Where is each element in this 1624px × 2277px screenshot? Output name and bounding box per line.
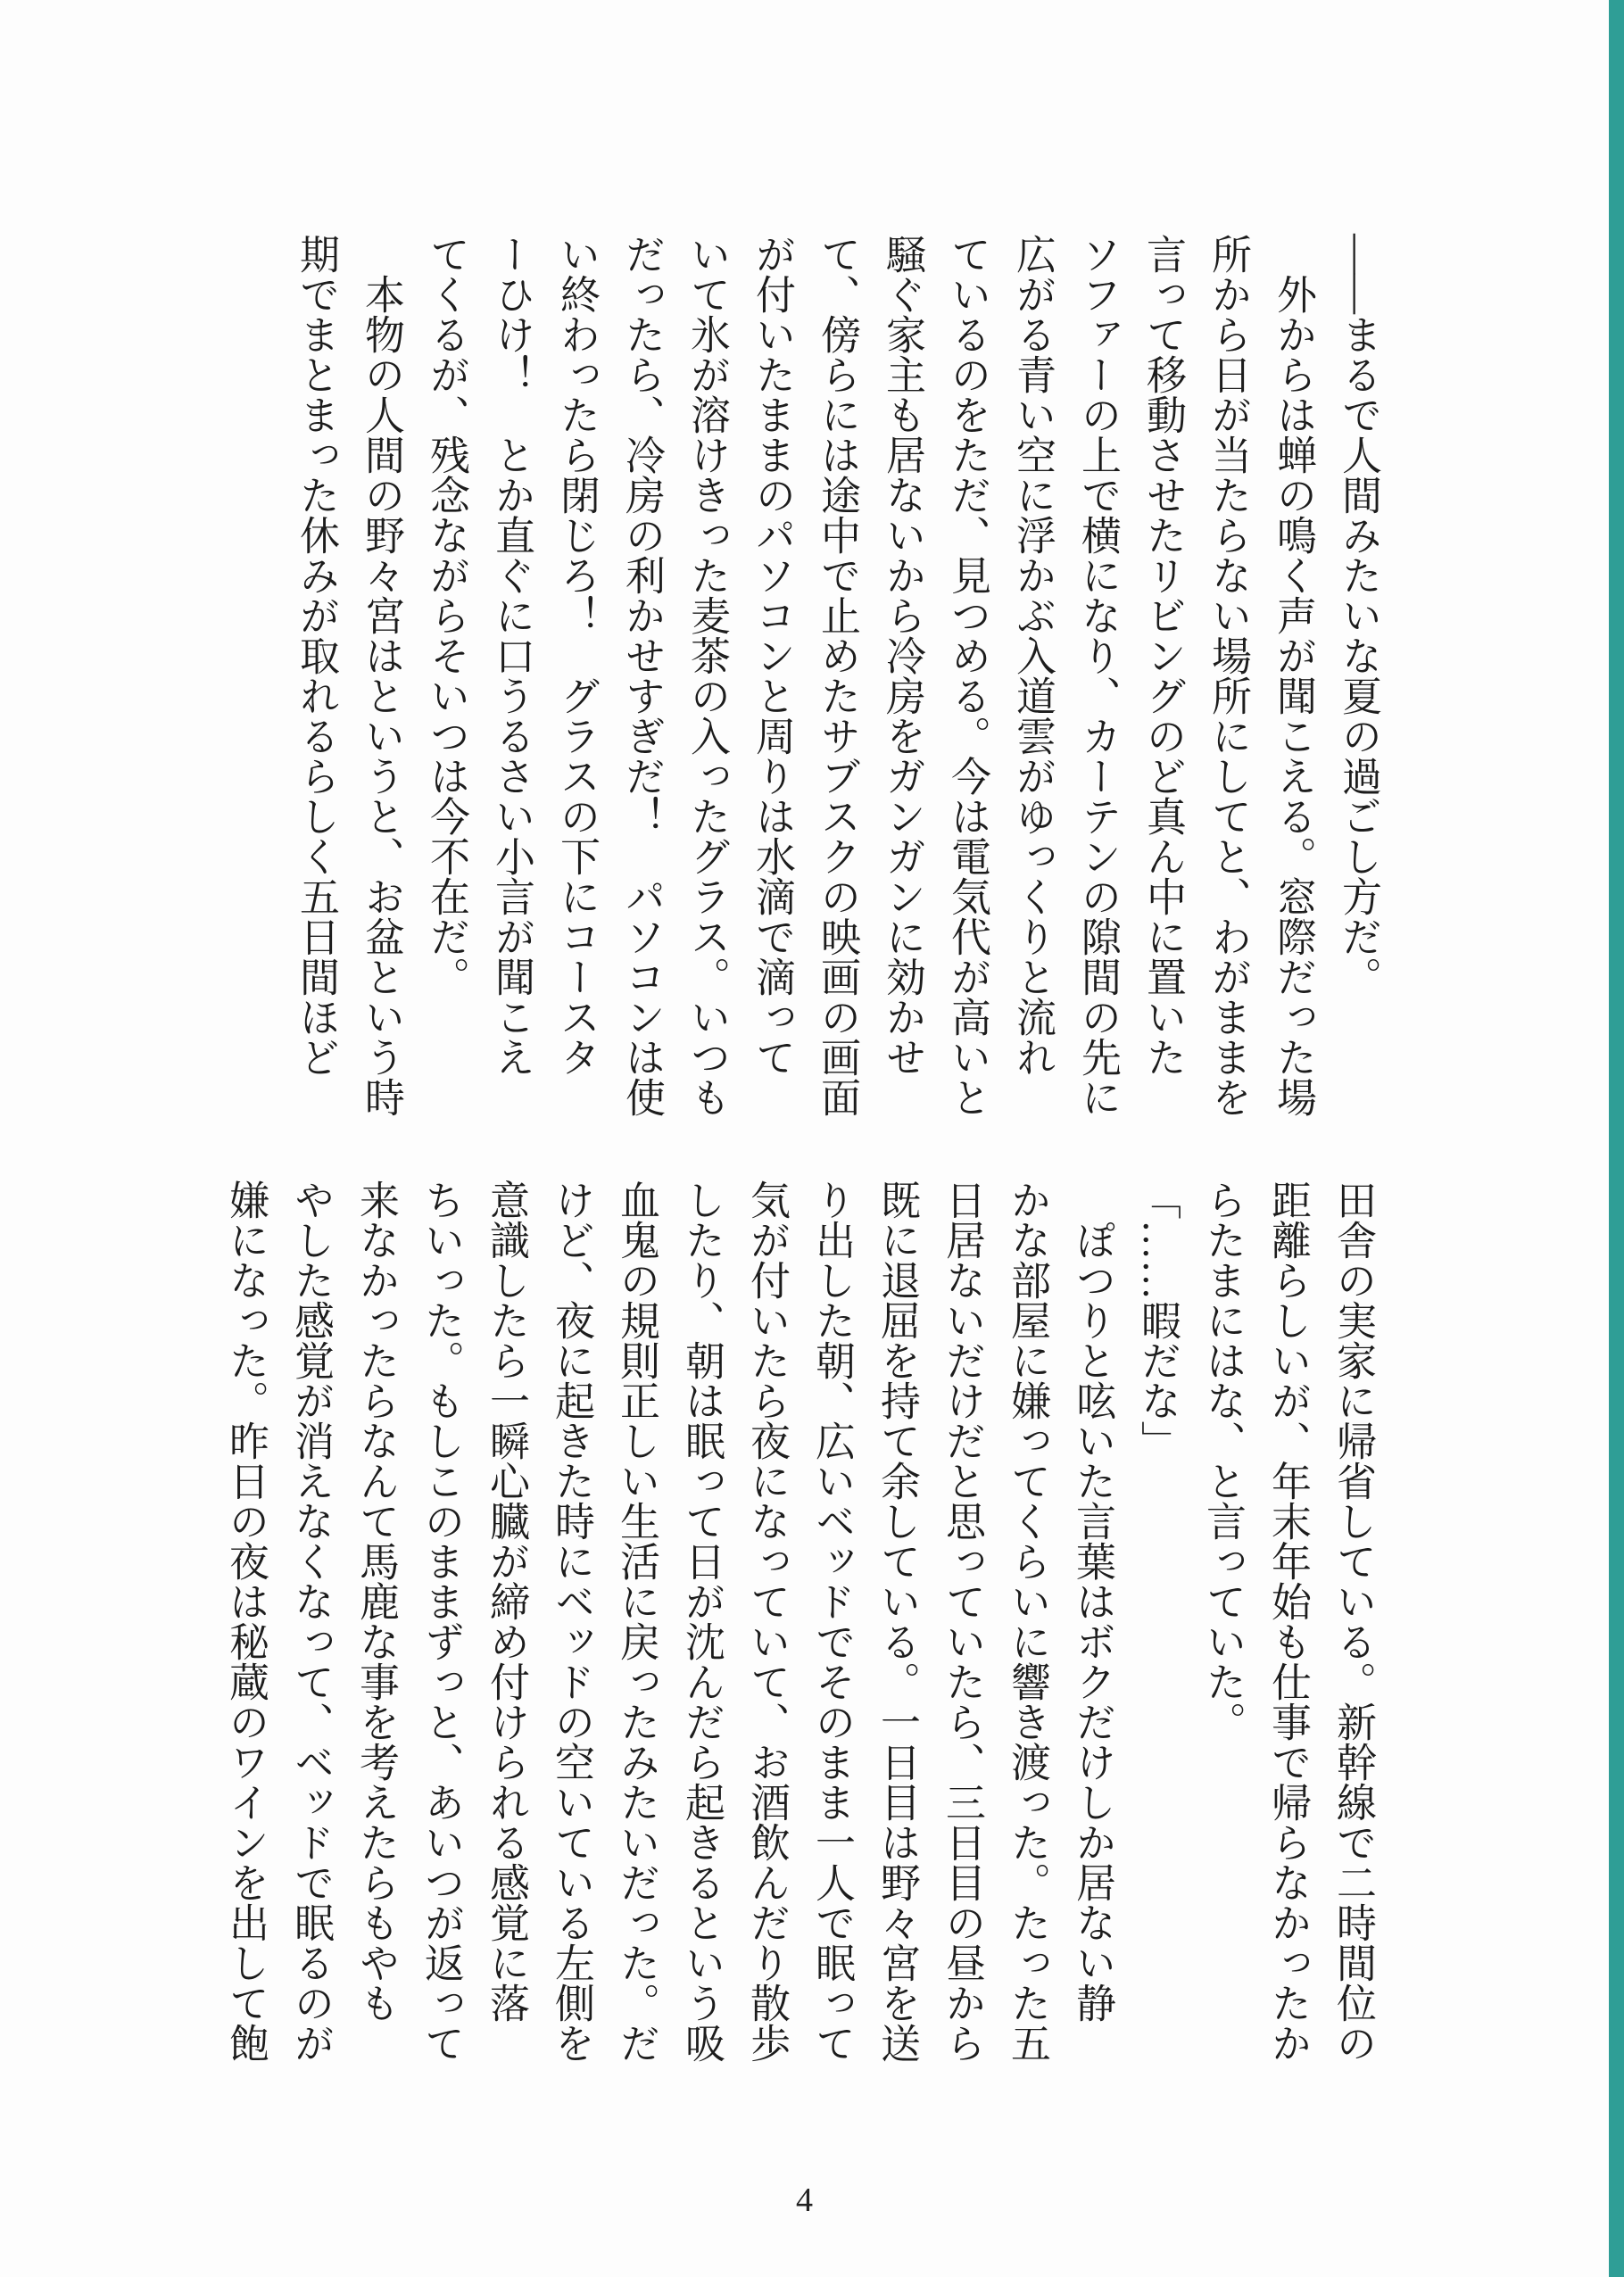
- text-column: てくるが、残念ながらそいつは今不在だ。: [424, 234, 468, 997]
- text-block-bottom: [212, 1180, 1385, 2099]
- text-column: やした感覚が消えなくなって、ベッドで眠るのが: [288, 1180, 333, 2063]
- text-column: ているのをただ、見つめる。今は電気代が高いと: [945, 234, 990, 1117]
- text-column: り出した朝、広いベッドでそのまま一人で眠って: [809, 1180, 854, 2063]
- text-column: 外からは蝉の鳴く声が聞こえる。窓際だった場: [1271, 234, 1315, 1117]
- text-column: けど、夜に起きた時にベッドの空いている左側を: [549, 1180, 593, 2063]
- text-column: が付いたままのパソコンと周りは水滴で滴って: [750, 234, 794, 1077]
- text-column: 気が付いたら夜になっていて、お酒飲んだり散歩: [744, 1180, 789, 2063]
- text-column: したり、朝は眠って日が沈んだら起きるという吸: [679, 1180, 724, 2063]
- text-column: 所から日が当たらない場所にしてと、わがままを: [1206, 234, 1250, 1117]
- page-edge-accent: [1609, 0, 1624, 2277]
- text-column: 本物の人間の野々宮はというと、お盆という時: [359, 234, 403, 1117]
- text-column: 血鬼の規則正しい生活に戻ったみたいだった。だ: [614, 1180, 659, 2063]
- text-column: 意識したら一瞬心臓が締め付けられる感覚に落: [484, 1180, 528, 2023]
- text-column: ちいった。もしこのままずっと、あいつが返って: [418, 1180, 463, 2063]
- text-column: 田舎の実家に帰省している。新幹線で二時間位の: [1330, 1180, 1375, 2063]
- text-column: 嫌になった。昨日の夜は秘蔵のワインを出して飽: [223, 1180, 268, 2063]
- text-column: 既に退屈を持て余している。一日目は野々宮を送: [874, 1180, 919, 2063]
- page-number: 4: [796, 2182, 813, 2219]
- text-column: 騒ぐ家主も居ないから冷房をガンガンに効かせ: [880, 234, 924, 1077]
- text-column: ――まるで人間みたいな夏の過ごし方だ。: [1336, 234, 1380, 997]
- text-column: だったら、冷房の利かせすぎだ！ パソコンは使: [619, 234, 664, 1117]
- text-column: 言って移動させたリビングのど真ん中に置いた: [1140, 234, 1185, 1077]
- text-column: ぽつりと呟いた言葉はボクだけしか居ない静: [1070, 1180, 1114, 2023]
- text-column: 期でまとまった休みが取れるらしく五日間ほど: [294, 234, 338, 1077]
- text-column: いて氷が溶けきった麦茶の入ったグラス。いつも: [684, 234, 729, 1117]
- text-column: い終わったら閉じろ！ グラスの下にコースタ: [554, 234, 599, 1077]
- text-column: 「……暇だな」: [1135, 1180, 1180, 1461]
- text-column: らたまにはな、と言っていた。: [1200, 1180, 1245, 1742]
- text-column: 日居ないだけだと思っていたら、三日目の昼から: [940, 1180, 984, 2063]
- text-column: て、傍らには途中で止めたサブスクの映画の画面: [815, 234, 859, 1117]
- text-column: 来なかったらなんて馬鹿な事を考えたらもやも: [353, 1180, 398, 2023]
- text-column: 広がる青い空に浮かぶ入道雲がゆっくりと流れ: [1010, 234, 1055, 1077]
- text-block-top: [283, 234, 1390, 1153]
- text-column: かな部屋に嫌ってくらいに響き渡った。たった五: [1005, 1180, 1049, 2063]
- text-column: 距離らしいが、年末年始も仕事で帰らなかったか: [1265, 1180, 1310, 2063]
- text-column: ーひけ！ とか直ぐに口うるさい小言が聞こえ: [489, 234, 534, 1077]
- text-column: ソファーの上で横になり、カーテンの隙間の先に: [1075, 234, 1120, 1117]
